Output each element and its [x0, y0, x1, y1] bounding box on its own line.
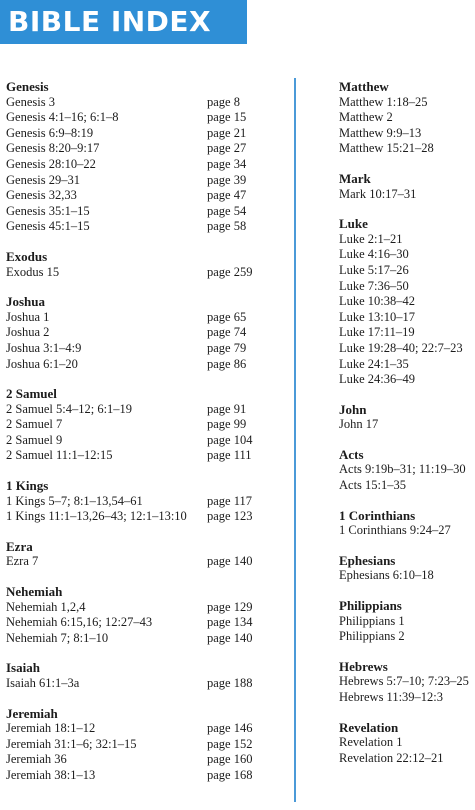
passage-reference: Acts 9:19b–31; 11:19–30 — [339, 462, 466, 477]
book-heading: Matthew — [339, 79, 389, 94]
passage-reference: Luke 24:36–49 — [339, 372, 416, 387]
page-number: page 39 — [207, 172, 247, 187]
index-entry — [6, 721, 276, 737]
passage-reference: Genesis 3 — [6, 94, 55, 109]
passage-reference: Exodus 15 — [6, 264, 60, 279]
index-entry — [6, 417, 276, 433]
passage-reference: Nehemiah 1,2,4 — [6, 599, 86, 614]
page-number: page 117 — [207, 493, 253, 508]
index-entry — [339, 95, 473, 111]
passage-reference: Jeremiah 18:1–12 — [6, 721, 96, 736]
page-number: page 259 — [207, 264, 253, 279]
page-number: page 134 — [207, 615, 253, 630]
index-entry — [6, 631, 276, 647]
book-heading: John — [339, 401, 367, 417]
passage-reference: Luke 7:36–50 — [339, 278, 409, 293]
book-section-1-kings — [6, 478, 276, 525]
passage-reference: Matthew 15:21–28 — [339, 141, 434, 156]
index-entry — [6, 676, 276, 692]
passage-reference: Genesis 4:1–16; 6:1–8 — [6, 110, 119, 125]
book-section-john — [339, 402, 473, 433]
index-entry — [6, 126, 276, 142]
book-section-2-samuel — [6, 386, 276, 464]
index-entry — [6, 768, 276, 784]
index-entry — [339, 247, 473, 263]
book-heading: Ephesians — [339, 552, 396, 568]
page-number: page 140 — [207, 554, 253, 569]
index-entry — [339, 310, 473, 326]
page-number: page 21 — [207, 125, 247, 140]
index-entry — [6, 600, 276, 616]
book-section-nehemiah — [6, 584, 276, 646]
index-entry — [6, 95, 276, 111]
page-number: page 8 — [207, 94, 240, 109]
index-entry — [6, 494, 276, 510]
index-entry — [6, 509, 276, 525]
index-entry — [6, 310, 276, 326]
index-entry — [6, 265, 276, 281]
passage-reference: Matthew 1:18–25 — [339, 94, 428, 109]
book-section-joshua — [6, 294, 276, 372]
page-number: page 123 — [207, 509, 253, 524]
passage-reference: Ephesians 6:10–18 — [339, 568, 434, 583]
passage-reference: Joshua 1 — [6, 309, 50, 324]
index-entry — [6, 615, 276, 631]
page-number: page 27 — [207, 141, 247, 156]
passage-reference: Nehemiah 6:15,16; 12:27–43 — [6, 615, 153, 630]
index-entry — [6, 110, 276, 126]
index-banner — [0, 0, 247, 44]
index-entry — [6, 188, 276, 204]
book-section-jeremiah — [6, 706, 276, 784]
passage-reference: Genesis 29–31 — [6, 172, 80, 187]
passage-reference: Matthew 9:9–13 — [339, 125, 422, 140]
passage-reference: Luke 5:17–26 — [339, 262, 409, 277]
page-number: page 65 — [207, 309, 247, 324]
passage-reference: Hebrews 11:39–12:3 — [339, 690, 444, 704]
index-entry — [6, 204, 276, 220]
index-entry — [339, 141, 473, 157]
book-section-1-corinthians — [339, 508, 473, 539]
passage-reference: 2 Samuel 7 — [6, 417, 63, 432]
passage-reference: Ezra 7 — [6, 554, 39, 569]
index-entry — [339, 263, 473, 279]
book-section-ephesians — [339, 553, 473, 584]
passage-reference: Isaiah 61:1–3a — [6, 676, 80, 690]
page-number: page 99 — [207, 417, 247, 432]
passage-reference: John 17 — [339, 417, 379, 432]
index-entry — [6, 402, 276, 418]
page-number: page 34 — [207, 156, 247, 171]
page-number: page 188 — [207, 676, 253, 690]
book-heading: Genesis — [6, 79, 49, 94]
index-entry — [6, 341, 276, 357]
book-section-exodus — [6, 249, 276, 280]
passage-reference: 1 Kings 11:1–13,26–43; 12:1–13:10 — [6, 509, 187, 524]
page-number: page 168 — [207, 767, 253, 782]
book-heading: Luke — [339, 216, 368, 232]
book-section-isaiah — [6, 660, 276, 691]
page-number: page 111 — [207, 448, 252, 463]
index-entry — [6, 752, 276, 768]
page-number: page 160 — [207, 752, 253, 767]
page-number: page 104 — [207, 432, 253, 447]
passage-reference: Luke 24:1–35 — [339, 356, 409, 371]
index-entry — [339, 568, 473, 584]
page-number: page 152 — [207, 736, 253, 751]
book-heading: 1 Kings — [6, 478, 49, 494]
book-heading: Revelation — [339, 719, 399, 735]
book-heading: Acts — [339, 446, 364, 462]
passage-reference: Philippians 2 — [339, 629, 405, 644]
passage-reference: 2 Samuel 11:1–12:15 — [6, 448, 113, 463]
book-heading: Exodus — [6, 248, 48, 264]
passage-reference: Luke 10:38–42 — [339, 294, 416, 309]
page-number: page 58 — [207, 219, 247, 234]
index-entry — [339, 735, 473, 751]
passage-reference: Joshua 6:1–20 — [6, 356, 78, 371]
index-entry — [339, 372, 473, 388]
page-number: page 47 — [207, 188, 247, 203]
index-entry — [339, 417, 473, 433]
index-entry — [6, 357, 276, 373]
index-entry — [339, 279, 473, 295]
index-entry — [339, 187, 473, 203]
book-heading: Joshua — [6, 294, 46, 310]
passage-reference: Genesis 32,33 — [6, 188, 77, 203]
index-entry — [6, 325, 276, 341]
index-entry — [339, 674, 473, 690]
passage-reference: Genesis 45:1–15 — [6, 219, 90, 234]
index-entry — [339, 690, 473, 706]
index-entry — [6, 448, 276, 464]
left-column — [6, 79, 276, 798]
book-section-hebrews — [339, 659, 473, 706]
passage-reference: Nehemiah 7; 8:1–10 — [6, 630, 109, 645]
passage-reference: 2 Samuel 5:4–12; 6:1–19 — [6, 401, 133, 416]
passage-reference: 1 Kings 5–7; 8:1–13,54–61 — [6, 493, 143, 508]
passage-reference: Luke 4:16–30 — [339, 247, 409, 262]
passage-reference: Luke 17:11–19 — [339, 325, 415, 340]
page-number: page 79 — [207, 340, 247, 355]
book-section-luke — [339, 216, 473, 388]
page-number: page 129 — [207, 599, 253, 614]
passage-reference: Jeremiah 36 — [6, 752, 67, 767]
book-section-genesis — [6, 79, 276, 235]
passage-reference: Jeremiah 31:1–6; 32:1–15 — [6, 736, 137, 751]
book-heading: 1 Corinthians — [339, 507, 416, 523]
index-entry — [6, 141, 276, 157]
right-column — [339, 79, 473, 780]
book-heading: Isaiah — [6, 660, 40, 676]
book-section-mark — [339, 171, 473, 202]
passage-reference: 2 Samuel 9 — [6, 432, 63, 447]
passage-reference: Genesis 28:10–22 — [6, 156, 96, 171]
passage-reference: Jeremiah 38:1–13 — [6, 767, 96, 782]
book-heading: Jeremiah — [6, 705, 58, 721]
page-number: page 54 — [207, 203, 247, 218]
index-entry — [339, 341, 473, 357]
index-entry — [339, 629, 473, 645]
passage-reference: Mark 10:17–31 — [339, 186, 417, 201]
index-entry — [339, 751, 473, 767]
book-heading: Mark — [339, 170, 371, 186]
passage-reference: Luke 13:10–17 — [339, 309, 416, 324]
book-section-acts — [339, 447, 473, 494]
passage-reference: 1 Corinthians 9:24–27 — [339, 523, 451, 538]
index-entry — [339, 126, 473, 142]
passage-reference: Joshua 3:1–4:9 — [6, 340, 82, 355]
index-entry — [339, 462, 473, 478]
index-entry — [6, 433, 276, 449]
index-entry — [6, 737, 276, 753]
passage-reference: Genesis 6:9–8:19 — [6, 125, 94, 140]
page-number: page 15 — [207, 110, 247, 125]
passage-reference: Genesis 35:1–15 — [6, 203, 90, 218]
index-entry — [6, 157, 276, 173]
page-number: page 86 — [207, 356, 247, 371]
index-entry — [339, 478, 473, 494]
index-entry — [339, 294, 473, 310]
index-entry — [339, 232, 473, 248]
page-number: page 140 — [207, 630, 253, 645]
index-entry — [339, 110, 473, 126]
passage-reference: Matthew 2 — [339, 110, 393, 125]
index-entry — [6, 173, 276, 189]
book-heading: 2 Samuel — [6, 386, 57, 402]
passage-reference: Joshua 2 — [6, 325, 50, 340]
column-divider — [294, 78, 296, 802]
page-number: page 74 — [207, 325, 247, 340]
book-section-philippians — [339, 598, 473, 645]
passage-reference: Genesis 8:20–9:17 — [6, 141, 100, 156]
book-heading: Ezra — [6, 538, 33, 554]
passage-reference: Philippians 1 — [339, 613, 405, 628]
passage-reference: Revelation 22:12–21 — [339, 750, 444, 765]
book-section-matthew — [339, 79, 473, 157]
passage-reference: Luke 19:28–40; 22:7–23 — [339, 340, 463, 355]
index-entry — [339, 614, 473, 630]
passage-reference: Luke 2:1–21 — [339, 231, 403, 246]
page-number: page 91 — [207, 401, 247, 416]
index-title: BIBLE INDEX — [8, 5, 212, 38]
index-entry — [339, 325, 473, 341]
passage-reference: Hebrews 5:7–10; 7:23–25 — [339, 674, 469, 689]
passage-reference: Revelation 1 — [339, 735, 403, 750]
book-heading: Hebrews — [339, 658, 388, 674]
page-number: page 146 — [207, 721, 253, 736]
book-heading: Philippians — [339, 598, 402, 614]
passage-reference: Acts 15:1–35 — [339, 478, 407, 493]
index-entry — [339, 357, 473, 373]
book-section-ezra — [6, 539, 276, 570]
book-section-revelation — [339, 720, 473, 767]
index-entry — [339, 523, 473, 539]
index-entry — [6, 554, 276, 570]
index-entry — [6, 219, 276, 235]
book-heading: Nehemiah — [6, 584, 63, 600]
